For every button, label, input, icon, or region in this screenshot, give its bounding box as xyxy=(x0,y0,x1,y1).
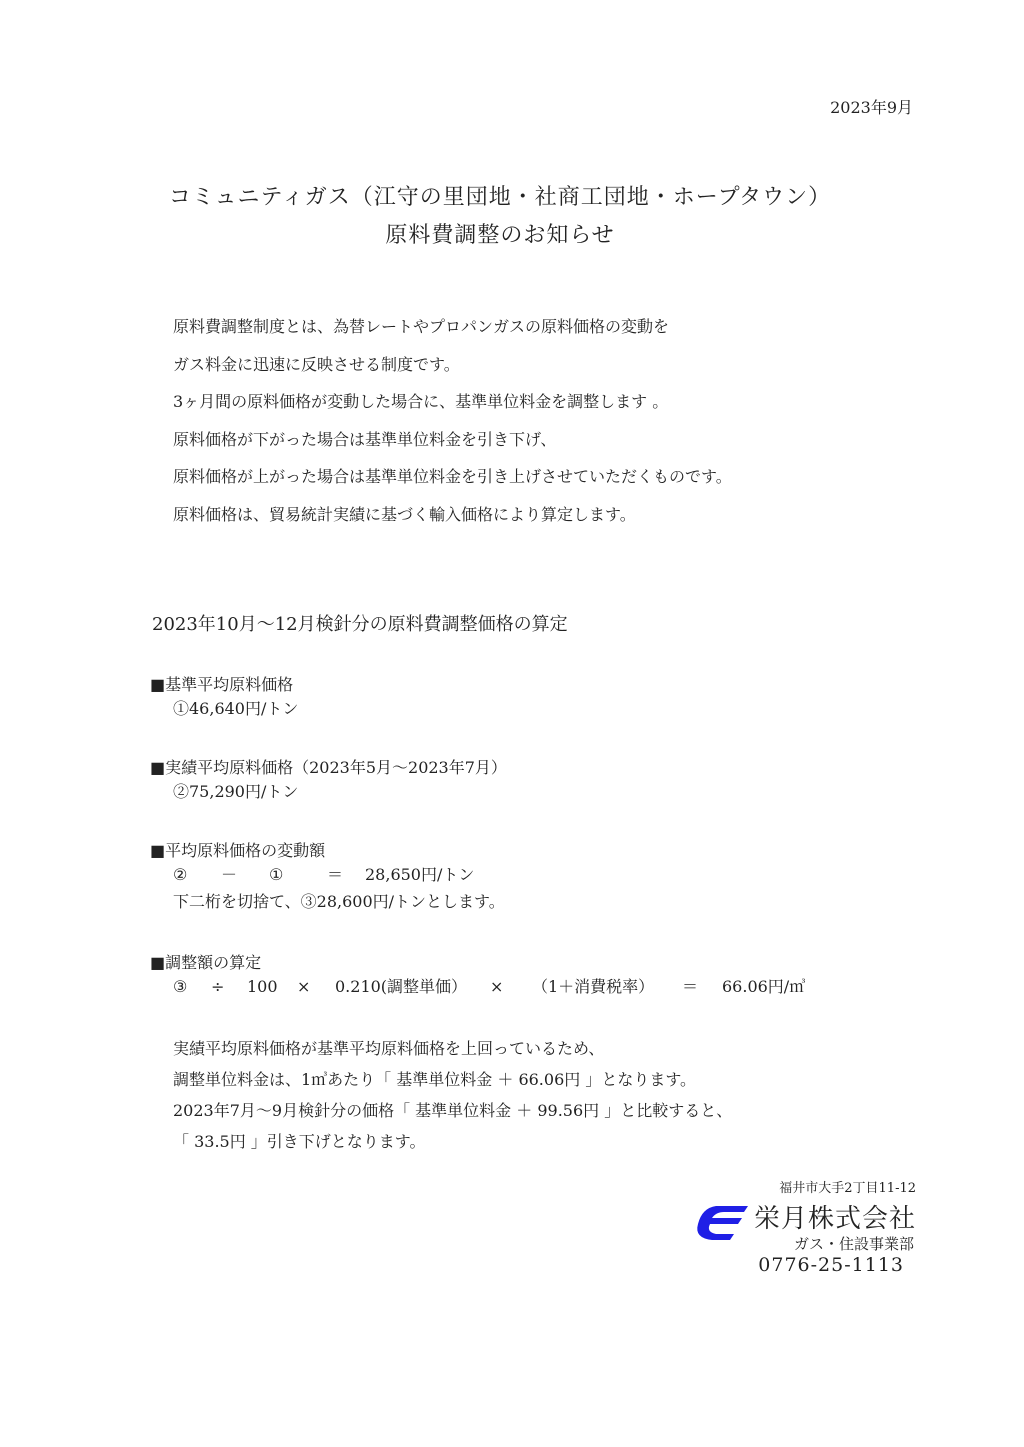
section-title: ■実績平均原料価格（2023年5月～2023年7月） xyxy=(150,758,507,777)
price-change-section xyxy=(150,838,505,915)
conclusion-line: 実績平均原料価格が基準平均原料価格を上回っているため、 xyxy=(173,1039,605,1058)
company-phone: 0776-25-1113 xyxy=(758,1254,904,1276)
formula-operator: － xyxy=(221,865,238,884)
formula-operator: ＝ xyxy=(682,977,699,996)
intro-line: 原料費調整制度とは、為替レートやプロパンガスの原料価格の変動を xyxy=(173,317,670,336)
conclusion-line: 2023年7月～9月検針分の価格「 基準単位料金 ＋ 99.56円 」と比較すると、 xyxy=(173,1101,733,1120)
adjustment-section xyxy=(150,950,805,1000)
company-logo-icon xyxy=(694,1204,750,1246)
formula-term: ① xyxy=(269,865,284,884)
base-price-value: ①46,640円/トン xyxy=(173,699,299,718)
formula-term: 0.210(調整単価） xyxy=(335,977,468,996)
company-address: 福井市大手2丁目11-12 xyxy=(779,1181,916,1196)
conclusion-paragraph xyxy=(173,1033,732,1157)
base-price-section xyxy=(150,672,298,722)
price-change-formula xyxy=(150,861,505,888)
company-department: ガス・住設事業部 xyxy=(793,1235,914,1253)
conclusion-line: 調整単位料金は、1㎥あたり「 基準単位料金 ＋ 66.06円 」となります。 xyxy=(173,1070,697,1089)
calculation-heading: 2023年10月～12月検針分の原料費調整価格の算定 xyxy=(152,614,568,635)
document-subtitle: 原料費調整のお知らせ xyxy=(385,223,615,248)
section-title: ■基準平均原料価格 xyxy=(150,675,294,694)
section-title: ■平均原料価格の変動額 xyxy=(150,841,326,860)
formula-operator: ÷ xyxy=(211,977,225,996)
actual-price-section xyxy=(150,755,507,805)
formula-operator: × xyxy=(297,977,311,996)
formula-result: 28,650円/トン xyxy=(365,865,475,884)
conclusion-line: 「 33.5円 」引き下げとなります。 xyxy=(173,1132,426,1151)
formula-operator: ＝ xyxy=(327,865,344,884)
rounding-note: 下二桁を切捨て、③28,600円/トンとします。 xyxy=(173,892,505,911)
document-title: コミュニティガス（江守の里団地・社商工団地・ホープタウン） xyxy=(168,185,832,210)
company-footer xyxy=(754,1177,916,1276)
formula-result: 66.06円/㎥ xyxy=(722,977,806,996)
formula-term: 100 xyxy=(247,977,278,996)
adjustment-formula xyxy=(150,973,805,1000)
formula-term: （1＋消費税率） xyxy=(532,977,655,996)
formula-term: ③ xyxy=(173,977,188,996)
section-title: ■調整額の算定 xyxy=(150,953,262,972)
actual-price-value: ②75,290円/トン xyxy=(173,782,299,801)
formula-operator: × xyxy=(490,977,504,996)
document-date: 2023年9月 xyxy=(830,98,913,117)
intro-line: 3ヶ月間の原料価格が変動した場合に、基準単位料金を調整します 。 xyxy=(173,392,669,411)
intro-line: 原料価格は、貿易統計実績に基づく輸入価格により算定します。 xyxy=(173,504,636,524)
intro-paragraph xyxy=(173,308,732,533)
company-name: 栄月株式会社 xyxy=(753,1204,916,1234)
intro-line: ガス料金に迅速に反映させる制度です。 xyxy=(173,354,460,374)
formula-term: ② xyxy=(173,865,188,884)
intro-line: 原料価格が上がった場合は基準単位料金を引き上げさせていただくものです。 xyxy=(173,467,732,486)
intro-line: 原料価格が下がった場合は基準単位料金を引き下げ、 xyxy=(173,429,557,449)
